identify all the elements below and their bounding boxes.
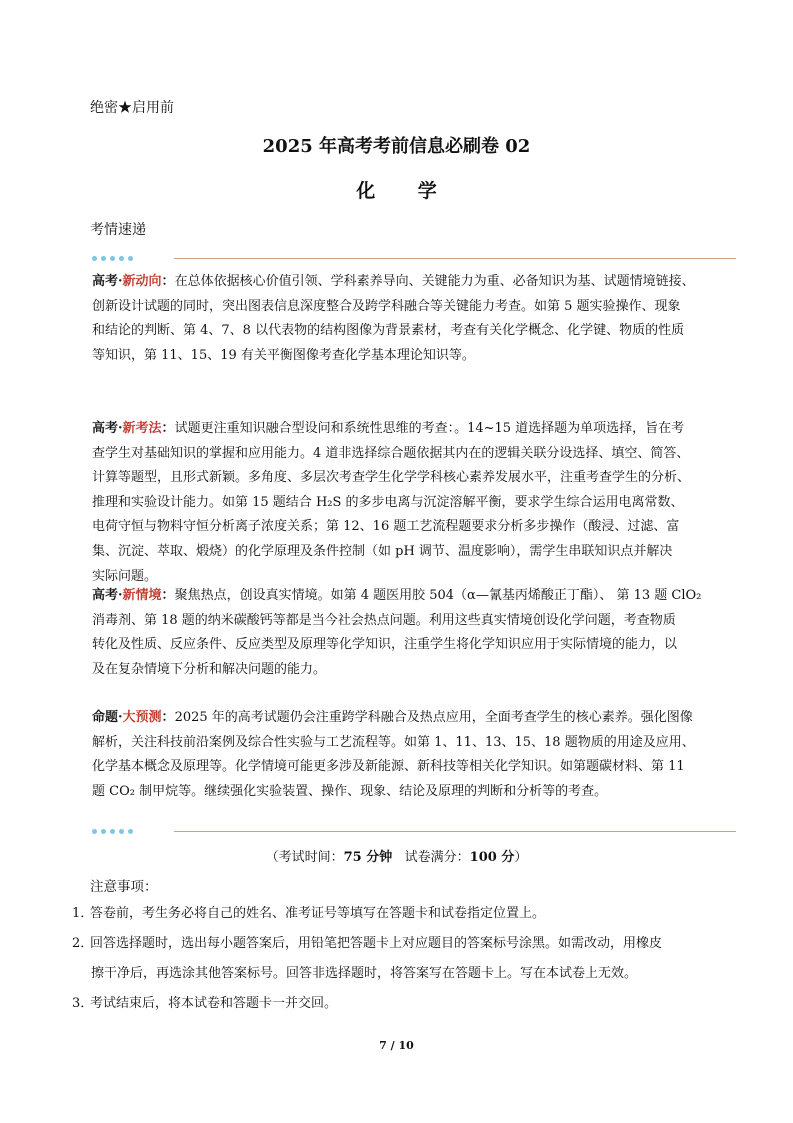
lead-suffix: ： bbox=[161, 588, 175, 603]
paragraph-line bbox=[92, 731, 734, 756]
paragraph-lead bbox=[92, 710, 175, 725]
lead-prefix: 命题· bbox=[92, 710, 123, 725]
paragraph-line bbox=[92, 491, 734, 516]
confidential-mark: 绝密★启用前 bbox=[90, 100, 174, 116]
notice-line bbox=[72, 929, 736, 959]
analysis-paragraph bbox=[92, 270, 734, 368]
divider-rule bbox=[174, 258, 736, 259]
paragraph-line bbox=[92, 706, 734, 731]
lead-accent: 新动向 bbox=[122, 274, 162, 289]
paragraph-line bbox=[92, 584, 734, 609]
lead-accent: 新考法 bbox=[122, 421, 162, 436]
analysis-paragraph bbox=[92, 706, 734, 804]
notice-item bbox=[72, 929, 736, 989]
notice-number: 1． bbox=[72, 906, 94, 921]
paragraph-line bbox=[92, 417, 734, 442]
line-text: 解析，关注科技前沿案例及综合性实验与工艺流程等。如第 1、11、13、15、18 题物质的用途及应用、 bbox=[92, 734, 695, 750]
lead-accent: 大预测 bbox=[122, 710, 162, 725]
notice-text: 擦干净后，再选涂其他答案标号。回答非选择题时，将答案写在答题卡上。写在本试卷上无效。 bbox=[91, 966, 638, 981]
paragraph-line bbox=[92, 442, 734, 467]
section-label: 考情速递 bbox=[90, 222, 146, 238]
line-text: 转化及性质、反应条件、反应类型及原理等化学知识，注重学生将化学知识应用于实际情境的能力，以 bbox=[92, 637, 678, 653]
paragraph-line bbox=[92, 515, 734, 540]
lead-suffix: ： bbox=[161, 274, 175, 289]
page-number: 7 / 10 bbox=[379, 1039, 414, 1052]
exam-title: 2025 年高考考前信息必刷卷 02 bbox=[262, 136, 531, 157]
paragraph-line bbox=[92, 319, 734, 344]
line-text: 题 CO₂ 制甲烷等。继续强化实验装置、操作、现象、结论及原理的判断和分析等的考查。 bbox=[92, 783, 608, 799]
line-text: 推理和实验设计能力。如第 15 题结合 H₂S 的多步电离与沉淀溶解平衡，要求学生综合运用电离常数、 bbox=[92, 494, 684, 510]
exam-info bbox=[0, 846, 793, 865]
exam-info-open: （考试时间： bbox=[265, 850, 344, 865]
exam-time: 75 分钟 bbox=[343, 850, 393, 865]
line-text: 聚焦热点，创设真实情境。如第 4 题医用胶 504（α—氰基丙烯酸正丁酯）、 第 13 题 ClO₂ bbox=[174, 588, 702, 603]
notice-line bbox=[72, 989, 736, 1019]
divider-dots bbox=[92, 826, 133, 836]
exam-score: 100 分 bbox=[469, 850, 515, 865]
paragraph-line bbox=[92, 755, 734, 780]
line-text: 创新设计试题的同时，突出图表信息深度整合及跨学科融合等关键能力考查。如第 5 题实验操作、现象 bbox=[92, 298, 681, 314]
paragraph-lead bbox=[92, 421, 175, 436]
analysis-paragraph bbox=[92, 417, 734, 589]
notice-text: 回答选择题时，选出每小题答案后，用铅笔把答题卡上对应题目的答案标号涂黑。如需改动，用橡皮 bbox=[90, 936, 663, 951]
paragraph-line bbox=[92, 466, 734, 491]
paragraph-line bbox=[92, 344, 734, 369]
line-text: 电荷守恒与物料守恒分析离子浓度关系；第 12、16 题工艺流程题要求分析多步操作（酸浸、过滤、富 bbox=[92, 519, 680, 535]
line-text: 2025 年的高考试题仍会注重跨学科融合及热点应用，全面考查学生的核心素养。强化图像 bbox=[174, 710, 693, 725]
subject-title: 化 学 bbox=[356, 180, 455, 202]
paragraph-line bbox=[92, 270, 734, 295]
line-text: 试题更注重知识融合型设问和系统性思维的考查：。14~15 道选择题为单项选择，旨在考 bbox=[174, 421, 685, 436]
line-text: 计算等题型，且形式新颖。多角度、多层次考查学生化学学科核心素养发展水平，注重考查学生的分析、 bbox=[92, 470, 691, 486]
paragraph-lead bbox=[92, 274, 175, 289]
lead-prefix: 高考· bbox=[92, 274, 123, 289]
line-text: 等知识，第 11、15、19 有关平衡图像考查化学基本理论知识等。 bbox=[92, 347, 475, 363]
divider-rule bbox=[174, 831, 736, 832]
notice-number: 3． bbox=[72, 996, 94, 1011]
analysis-paragraph bbox=[92, 584, 734, 682]
line-text: 消毒剂、第 18 题的纳米碳酸钙等都是当今社会热点问题。利用这些真实情境创设化学问题，考查物质 bbox=[92, 612, 676, 628]
line-text: 及在复杂情境下分析和解决问题的能力。 bbox=[92, 661, 327, 677]
lead-suffix: ： bbox=[161, 710, 175, 725]
paragraph-line bbox=[92, 609, 734, 634]
exam-info-close: ） bbox=[514, 850, 528, 865]
notice-line bbox=[72, 899, 736, 929]
paragraph-lead bbox=[92, 588, 175, 603]
lead-accent: 新情境 bbox=[122, 588, 162, 603]
line-text: 实际问题。 bbox=[92, 568, 158, 584]
divider-dots bbox=[92, 253, 133, 263]
divider-bottom bbox=[92, 826, 736, 836]
divider-top bbox=[92, 253, 736, 263]
line-text: 化学基本概念及原理等。化学情境可能更多涉及新能源、新科技等相关化学知识。如第题碳材料、第 11 bbox=[92, 759, 685, 775]
paragraph-line bbox=[92, 295, 734, 320]
lead-prefix: 高考· bbox=[92, 421, 123, 436]
paragraph-line bbox=[92, 633, 734, 658]
notice-line bbox=[72, 959, 736, 989]
exam-info-mid: 试卷满分： bbox=[392, 850, 470, 865]
lead-suffix: ： bbox=[161, 421, 175, 436]
notice-item bbox=[72, 899, 736, 929]
notice-text: 答卷前，考生务必将自己的姓名、准考证号等填写在答题卡和试卷指定位置上。 bbox=[90, 906, 546, 921]
line-text: 在总体依据核心价值引领、学科素养导向、关键能力为重、必备知识为基、试题情境链接、 bbox=[174, 274, 695, 289]
line-text: 查学生对基础知识的掌握和应用能力。4 道非选择综合题依据其内在的逻辑关联分设选择、填空、简答、 bbox=[92, 445, 690, 461]
notice-text: 考试结束后，将本试卷和答题卡一并交回。 bbox=[90, 996, 338, 1011]
line-text: 和结论的判断、第 4、7、8 以代表物的结构图像为背景素材，考查有关化学概念、化学键、物质的性质 bbox=[92, 323, 685, 339]
line-text: 集、沉淀、萃取、煅烧）的化学原理及条件控制（如 pH 调节、温度影响），需学生串联知识点并解决 bbox=[92, 543, 673, 559]
notice-number: 2． bbox=[72, 936, 94, 951]
paragraph-line bbox=[92, 540, 734, 565]
notice-title: 注意事项： bbox=[90, 879, 158, 895]
notice-item bbox=[72, 989, 736, 1019]
lead-prefix: 高考· bbox=[92, 588, 123, 603]
paragraph-line bbox=[92, 780, 734, 805]
paragraph-line bbox=[92, 658, 734, 683]
